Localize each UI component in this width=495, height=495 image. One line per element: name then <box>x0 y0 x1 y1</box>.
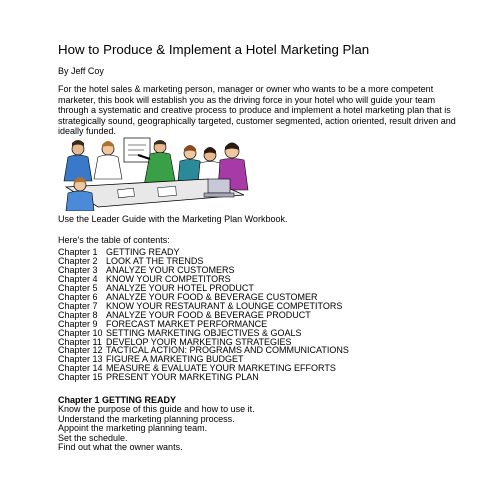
toc-item: Chapter 14 MEASURE & EVALUATE YOUR MARKETING EFFORTS <box>58 363 336 374</box>
toc-item: Chapter 13 FIGURE A MARKETING BUDGET <box>58 354 244 365</box>
toc-item: Chapter 12 TACTICAL ACTION: PROGRAMS AND COMMUNICATIONS <box>58 345 349 356</box>
toc-item: Chapter 15 PRESENT YOUR MARKETING PLAN <box>58 372 259 383</box>
toc-item: Chapter 4 KNOW YOUR COMPETITORS <box>58 273 231 284</box>
intro-paragraph: For the hotel sales & marketing person, manager or owner who wants to be a more competent marketer, this book will establish you as the driving force in your hotel who will guide your team through a systematic and creative process to produce and implement a hotel marketing plan that is strategically sound, geographically targeted, customer segmented, action oriented, result driven and ideally funded. <box>58 84 456 137</box>
toc-item: Chapter 1 GETTING READY <box>58 247 180 257</box>
toc-item: Chapter 11 DEVELOP YOUR MARKETING STRATEGIES <box>58 336 292 347</box>
toc-item: Chapter 6 ANALYZE YOUR FOOD & BEVERAGE CUSTOMER <box>58 291 318 302</box>
toc-item: Chapter 9 FORECAST MARKET PERFORMANCE <box>58 318 268 329</box>
task-item: Appoint the marketing planning team. <box>58 423 208 433</box>
illustration-caption: Use the Leader Guide with the Marketing Plan Workbook. <box>58 214 288 224</box>
chapter1-task-list <box>58 405 255 453</box>
table-of-contents <box>58 248 349 382</box>
toc-item: Chapter 3 ANALYZE YOUR CUSTOMERS <box>58 264 235 275</box>
task-item: Set the schedule. <box>58 432 128 443</box>
task-item: Know the purpose of this guide and how to use it. <box>58 404 255 414</box>
toc-item: Chapter 2 LOOK AT THE TRENDS <box>58 255 204 266</box>
toc-item: Chapter 7 KNOW YOUR RESTAURANT & LOUNGE COMPETITORS <box>58 300 343 311</box>
chapter1-heading: Chapter 1 GETTING READY <box>58 395 177 405</box>
task-item: Understand the marketing planning process. <box>58 413 235 424</box>
toc-intro: Here's the table of contents: <box>58 235 170 245</box>
toc-item: Chapter 10 SETTING MARKETING OBJECTIVES & GOALS <box>58 327 302 338</box>
author-byline: By Jeff Coy <box>58 66 104 76</box>
meeting-illustration <box>58 135 252 211</box>
toc-item: Chapter 8 ANALYZE YOUR FOOD & BEVERAGE PRODUCT <box>58 309 311 320</box>
document-title: How to Produce & Implement a Hotel Marketing Plan <box>58 42 370 57</box>
toc-item: Chapter 5 ANALYZE YOUR HOTEL PRODUCT <box>58 282 254 293</box>
task-item: Find out what the owner wants. <box>58 442 183 452</box>
